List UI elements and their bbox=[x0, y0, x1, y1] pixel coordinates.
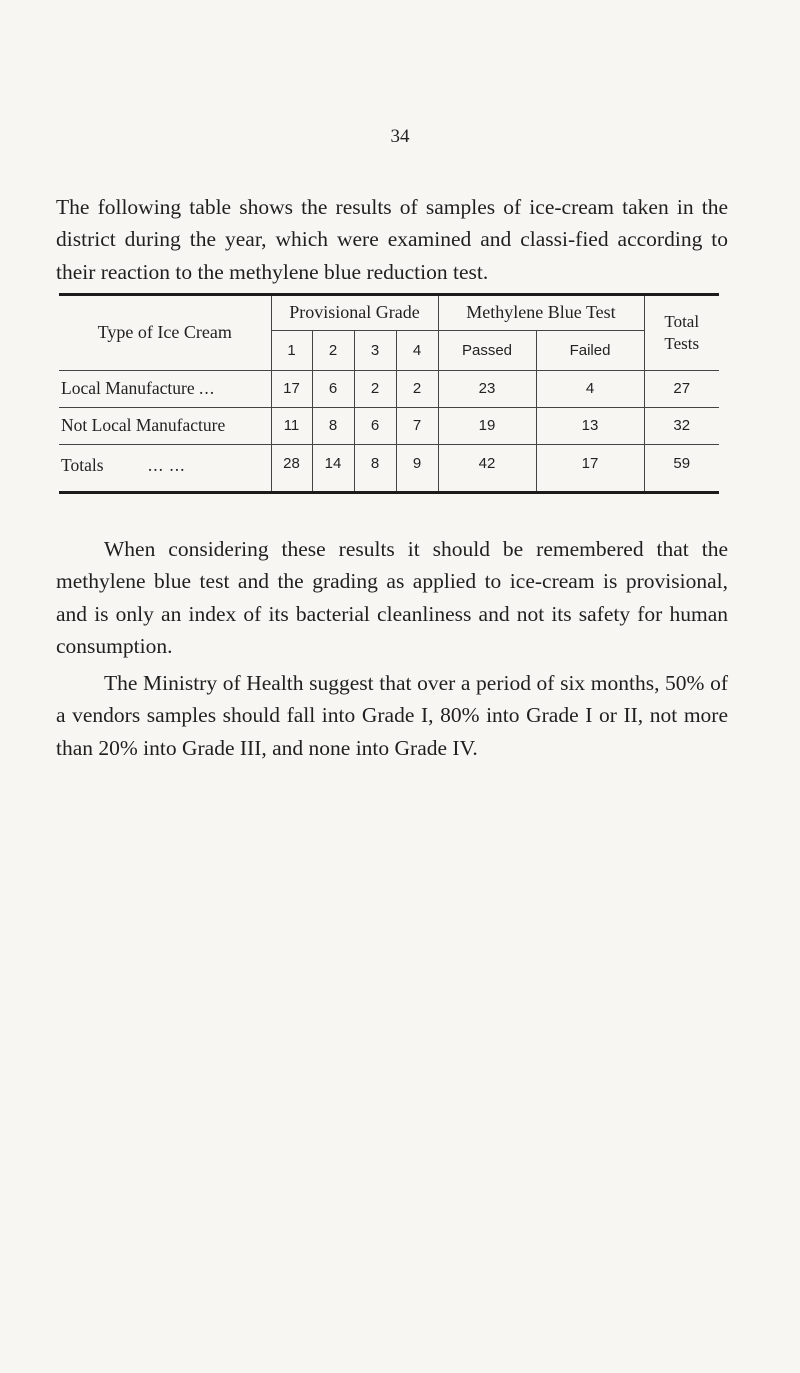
page-number: 34 bbox=[390, 126, 410, 147]
grade-4-cell: 2 bbox=[396, 370, 438, 407]
failed-cell: 17 bbox=[536, 444, 644, 494]
grade-4-cell: 7 bbox=[396, 407, 438, 444]
failed-cell: 13 bbox=[536, 407, 644, 444]
considering-paragraph: When considering these results it should be remembered that the methylene blue test and the grading as applied to ice-cream is provisional, and is only an index of its bacterial cleanliness and not its safety for human consumption. bbox=[56, 536, 728, 658]
total-header-line1: Total bbox=[664, 311, 700, 331]
grade-2-cell: 6 bbox=[312, 370, 354, 407]
ice-cream-table bbox=[59, 296, 719, 494]
passed-header: Passed bbox=[438, 330, 536, 370]
total-cell: 59 bbox=[644, 444, 719, 494]
row-label-text: Local Manufacture bbox=[61, 378, 195, 398]
grade-3-cell: 8 bbox=[354, 444, 396, 494]
table-row bbox=[59, 407, 719, 444]
grade-2-cell: 14 bbox=[312, 444, 354, 494]
grade-1-cell: 17 bbox=[271, 370, 312, 407]
grade-3-cell: 2 bbox=[354, 370, 396, 407]
table-row bbox=[59, 370, 719, 407]
grade-2-header: 2 bbox=[312, 330, 354, 370]
row-label-text: Totals bbox=[61, 454, 104, 475]
methylene-blue-header: Methylene Blue Test bbox=[438, 296, 644, 330]
failed-header: Failed bbox=[536, 330, 644, 370]
grade-4-cell: 9 bbox=[396, 444, 438, 494]
passed-cell: 19 bbox=[438, 407, 536, 444]
passed-cell: 42 bbox=[438, 444, 536, 494]
grade-3-cell: 6 bbox=[354, 407, 396, 444]
row-label bbox=[59, 370, 271, 407]
leader-dots: ... ... bbox=[147, 454, 186, 475]
grade-2-cell: 8 bbox=[312, 407, 354, 444]
total-header-line2: Tests bbox=[664, 333, 700, 353]
total-cell: 27 bbox=[644, 370, 719, 407]
table-bottom-rule bbox=[59, 491, 719, 494]
grade-1-cell: 11 bbox=[271, 407, 312, 444]
grade-1-header: 1 bbox=[271, 330, 312, 370]
total-tests-header bbox=[644, 296, 719, 370]
type-of-ice-cream-header: Type of Ice Cream bbox=[59, 296, 271, 370]
passed-cell: 23 bbox=[438, 370, 536, 407]
row-label bbox=[59, 444, 271, 494]
failed-cell: 4 bbox=[536, 370, 644, 407]
grade-3-header: 3 bbox=[354, 330, 396, 370]
intro-paragraph: The following table shows the results of samples of ice-cream taken in the district during the year, which were examined and classi-fied according to their reaction to the methylene blue reduction test. bbox=[56, 194, 728, 284]
leader-dots: ... bbox=[198, 378, 216, 398]
provisional-grade-header: Provisional Grade bbox=[271, 296, 438, 330]
row-label bbox=[59, 407, 271, 444]
table-row bbox=[59, 444, 719, 494]
row-label-text: Not Local Manufacture bbox=[61, 415, 226, 435]
grade-1-cell: 28 bbox=[271, 444, 312, 494]
ministry-paragraph: The Ministry of Health suggest that over a period of six months, 50% of a vendors samples should fall into Grade I, 80% into Grade I or II, not more than 20% into Grade III, and none into Grade IV. bbox=[56, 670, 728, 760]
grade-4-header: 4 bbox=[396, 330, 438, 370]
total-cell: 32 bbox=[644, 407, 719, 444]
